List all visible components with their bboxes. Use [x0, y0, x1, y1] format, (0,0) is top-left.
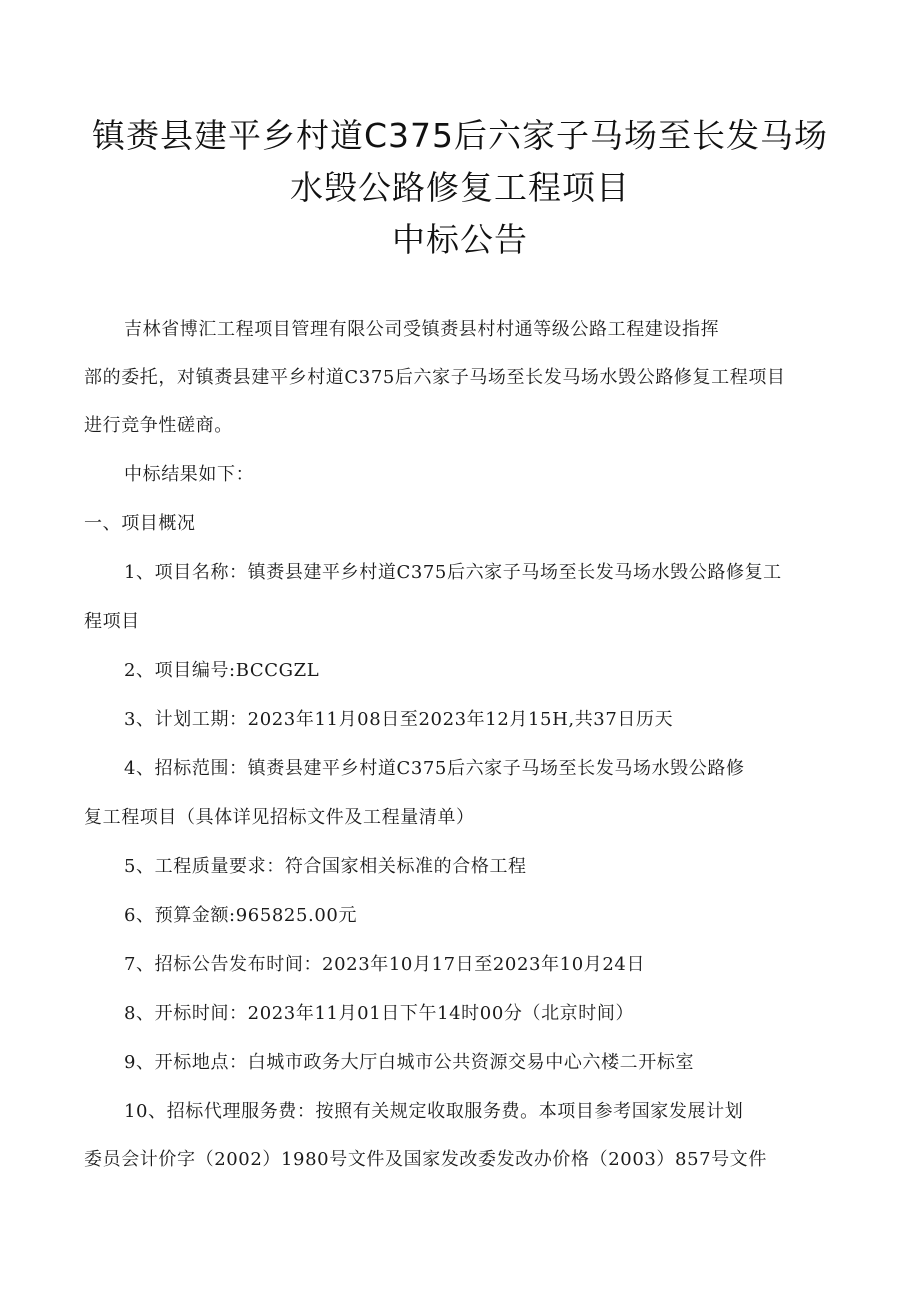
item-project-number: 2、项目编号:BCCGZL: [124, 660, 320, 681]
section-heading-project-overview: 一、项目概况: [84, 513, 196, 534]
intro-line-3: 进行竞争性磋商。: [84, 415, 233, 436]
title-line-3: 中标公告: [392, 220, 528, 259]
item-agency-fee-line-2: 委员会计价字（2002）1980号文件及国家发改委发改办价格（2003）857号文件: [84, 1149, 767, 1170]
document-title: [0, 110, 920, 266]
title-line-2: 水毁公路修复工程项目: [290, 168, 630, 207]
intro-line-2: 部的委托，对镇赉县建平乡村道C375后六家子马场至长发马场水毁公路修复工程项目: [84, 367, 786, 388]
item-project-name-line-2: 程项目: [84, 611, 140, 632]
item-announcement-period: 7、招标公告发布时间：2023年10月17日至2023年10月24日: [124, 954, 646, 975]
item-bid-scope-line-1: 4、招标范围：镇赉县建平乡村道C375后六家子马场至长发马场水毁公路修: [124, 758, 745, 779]
item-planned-duration: 3、计划工期：2023年11月08日至2023年12月15H,共37日历天: [124, 709, 674, 730]
item-bid-opening-time: 8、开标时间：2023年11月01日下午14时00分（北京时间）: [124, 1003, 635, 1024]
item-budget-amount: 6、预算金额:965825.00元: [124, 905, 358, 926]
item-bid-scope-line-2: 复工程项目（具体详见招标文件及工程量清单）: [84, 807, 475, 828]
item-agency-fee-line-1: 10、招标代理服务费：按照有关规定收取服务费。本项目参考国家发展计划: [124, 1101, 744, 1122]
title-line-1: 镇赉县建平乡村道C375后六家子马场至长发马场: [91, 116, 829, 155]
item-quality-requirement: 5、工程质量要求：符合国家相关标准的合格工程: [124, 856, 527, 877]
item-bid-opening-location: 9、开标地点：白城市政务大厅白城市公共资源交易中心六楼二开标室: [124, 1052, 695, 1073]
item-project-name-line-1: 1、项目名称：镇赉县建平乡村道C375后六家子马场至长发马场水毁公路修复工: [124, 562, 782, 583]
result-intro: 中标结果如下：: [124, 464, 255, 485]
intro-line-1: 吉林省博汇工程项目管理有限公司受镇赉县村村通等级公路工程建设指挥: [124, 319, 720, 340]
